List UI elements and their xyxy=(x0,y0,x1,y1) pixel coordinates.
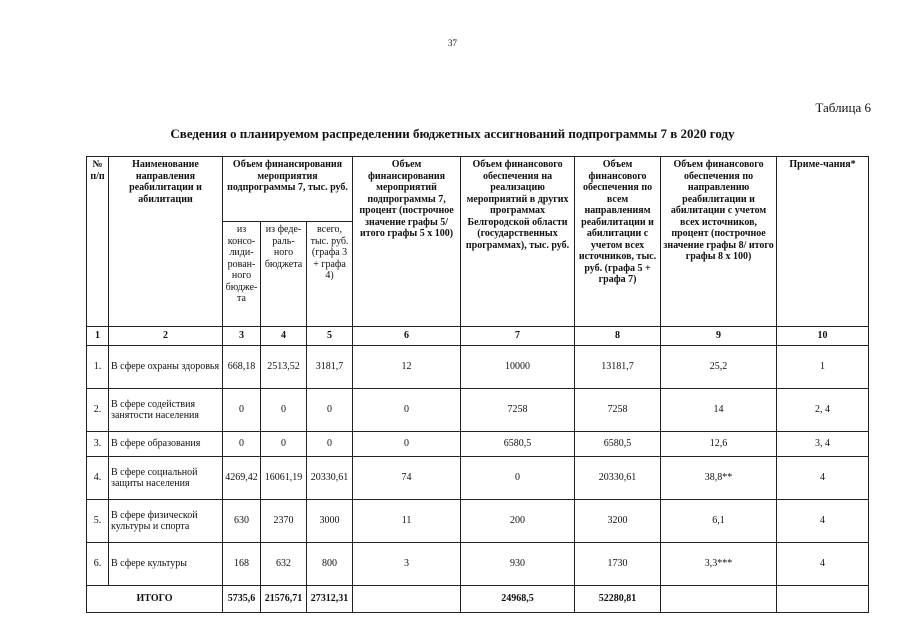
row-number: 4. xyxy=(87,457,109,500)
cell-other-programs: 0 xyxy=(461,457,575,500)
cell-all-sources-percent: 6,1 xyxy=(661,500,777,543)
column-number: 9 xyxy=(661,327,777,346)
row-direction: В сфере физической культуры и спорта xyxy=(109,500,223,543)
cell-federal: 2370 xyxy=(261,500,307,543)
cell-percent: 74 xyxy=(353,457,461,500)
cell-all-sources: 13181,7 xyxy=(575,346,661,389)
cell-federal: 0 xyxy=(261,432,307,457)
page-number: 37 xyxy=(448,38,457,48)
cell-consolidated: 168 xyxy=(223,543,261,586)
column-number: 2 xyxy=(109,327,223,346)
cell-percent: 11 xyxy=(353,500,461,543)
cell-all-sources-percent: 14 xyxy=(661,389,777,432)
total-total: 27312,31 xyxy=(307,586,353,613)
cell-all-sources: 1730 xyxy=(575,543,661,586)
cell-other-programs: 7258 xyxy=(461,389,575,432)
row-direction: В сфере социальной защиты населения xyxy=(109,457,223,500)
cell-all-sources: 20330,61 xyxy=(575,457,661,500)
table-label: Таблица 6 xyxy=(815,100,871,115)
cell-total: 3181,7 xyxy=(307,346,353,389)
row-direction: В сфере культуры xyxy=(109,543,223,586)
total-consolidated: 5735,6 xyxy=(223,586,261,613)
cell-all-sources: 7258 xyxy=(575,389,661,432)
total-all-sources-percent xyxy=(661,586,777,613)
cell-other-programs: 10000 xyxy=(461,346,575,389)
column-number: 1 xyxy=(87,327,109,346)
row-number: 3. xyxy=(87,432,109,457)
column-number: 3 xyxy=(223,327,261,346)
cell-percent: 12 xyxy=(353,346,461,389)
cell-notes: 4 xyxy=(777,457,869,500)
table-row xyxy=(87,457,869,500)
cell-all-sources-percent: 25,2 xyxy=(661,346,777,389)
total-federal: 21576,71 xyxy=(261,586,307,613)
table-row xyxy=(87,500,869,543)
header-col-1: № п/п xyxy=(87,157,109,327)
header-col-6: Объем финансирования мероприятий подпрограммы 7, процент (построчное значение графы 5/ итого графы 5 х 100) xyxy=(353,157,461,327)
header-col-5: всего, тыс. руб. (графа 3 + графа 4) xyxy=(307,222,353,327)
column-number: 5 xyxy=(307,327,353,346)
header-col-4: из феде-раль-ного бюджета xyxy=(261,222,307,327)
row-direction: В сфере охраны здоровья xyxy=(109,346,223,389)
row-number: 6. xyxy=(87,543,109,586)
table-row xyxy=(87,543,869,586)
total-row xyxy=(87,586,869,613)
cell-total: 20330,61 xyxy=(307,457,353,500)
total-label: ИТОГО xyxy=(87,586,223,613)
cell-consolidated: 0 xyxy=(223,389,261,432)
cell-federal: 2513,52 xyxy=(261,346,307,389)
cell-consolidated: 668,18 xyxy=(223,346,261,389)
cell-other-programs: 200 xyxy=(461,500,575,543)
row-direction: В сфере образования xyxy=(109,432,223,457)
cell-consolidated: 630 xyxy=(223,500,261,543)
table-row xyxy=(87,432,869,457)
cell-notes: 3, 4 xyxy=(777,432,869,457)
cell-all-sources: 3200 xyxy=(575,500,661,543)
column-number: 10 xyxy=(777,327,869,346)
column-number: 6 xyxy=(353,327,461,346)
header-col-2: Наименование направления реабилитации и абилитации xyxy=(109,157,223,327)
header-col-3: из консо-лиди-рован-ного бюдже-та xyxy=(223,222,261,327)
document-title: Сведения о планируемом распределении бюджетных ассигнований подпрограммы 7 в 2020 году xyxy=(170,126,735,141)
cell-total: 0 xyxy=(307,432,353,457)
cell-consolidated: 4269,42 xyxy=(223,457,261,500)
header-row-1 xyxy=(87,157,869,222)
total-notes xyxy=(777,586,869,613)
cell-notes: 2, 4 xyxy=(777,389,869,432)
cell-notes: 4 xyxy=(777,543,869,586)
cell-percent: 0 xyxy=(353,389,461,432)
cell-federal: 632 xyxy=(261,543,307,586)
header-col-7: Объем финансового обеспечения на реализацию мероприятий в других программах Белгородской области (государственных программах), тыс. руб. xyxy=(461,157,575,327)
column-number: 8 xyxy=(575,327,661,346)
row-number: 5. xyxy=(87,500,109,543)
cell-total: 0 xyxy=(307,389,353,432)
cell-total: 800 xyxy=(307,543,353,586)
column-number: 7 xyxy=(461,327,575,346)
cell-all-sources-percent: 3,3*** xyxy=(661,543,777,586)
table-row xyxy=(87,389,869,432)
cell-federal: 0 xyxy=(261,389,307,432)
column-number-row xyxy=(87,327,869,346)
cell-total: 3000 xyxy=(307,500,353,543)
header-col-10: Приме-чания* xyxy=(777,157,869,327)
cell-notes: 1 xyxy=(777,346,869,389)
header-col-8: Объем финансового обеспечения по всем направлениям реабилитации и абилитации с учетом всех источников, тыс. руб. (графа 5 + графа 7) xyxy=(575,157,661,327)
row-number: 2. xyxy=(87,389,109,432)
cell-all-sources-percent: 12,6 xyxy=(661,432,777,457)
cell-all-sources-percent: 38,8** xyxy=(661,457,777,500)
header-group-3-5: Объем финансирования мероприятия подпрограммы 7, тыс. руб. xyxy=(223,157,353,222)
header-col-9: Объем финансового обеспечения по направлению реабилитации и абилитации с учетом всех источников, процент (построчное значение графы 8/ итого графы 8 х 100) xyxy=(661,157,777,327)
cell-federal: 16061,19 xyxy=(261,457,307,500)
table-row xyxy=(87,346,869,389)
total-percent xyxy=(353,586,461,613)
cell-percent: 3 xyxy=(353,543,461,586)
cell-other-programs: 6580,5 xyxy=(461,432,575,457)
budget-allocation-table xyxy=(86,156,869,613)
total-other-programs: 24968,5 xyxy=(461,586,575,613)
cell-percent: 0 xyxy=(353,432,461,457)
cell-other-programs: 930 xyxy=(461,543,575,586)
cell-consolidated: 0 xyxy=(223,432,261,457)
column-number: 4 xyxy=(261,327,307,346)
row-direction: В сфере содействия занятости населения xyxy=(109,389,223,432)
row-number: 1. xyxy=(87,346,109,389)
total-all-sources: 52280,81 xyxy=(575,586,661,613)
cell-all-sources: 6580,5 xyxy=(575,432,661,457)
cell-notes: 4 xyxy=(777,500,869,543)
